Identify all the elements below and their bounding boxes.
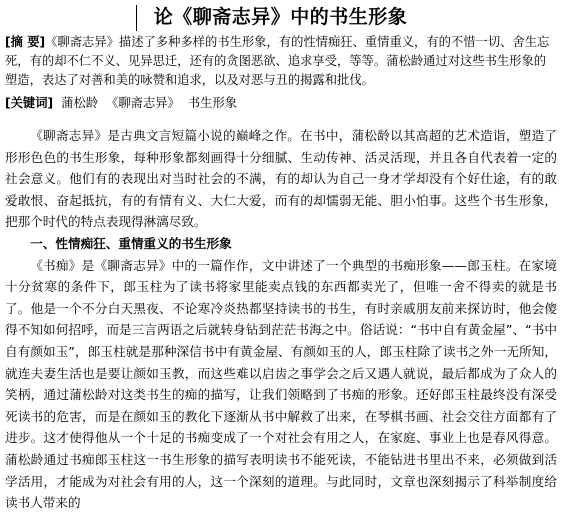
abstract-paragraph <box>5 33 555 90</box>
keyword: 蒲松龄 <box>61 96 99 110</box>
section-heading: 一、性情痴狂、重情重义的书生形象 <box>30 235 232 251</box>
keywords-label: [关键词] <box>5 96 54 110</box>
article-body <box>5 125 557 514</box>
abstract-label: [摘 要] <box>5 35 46 49</box>
keyword: 书生形象 <box>187 96 238 110</box>
section-paragraph: 《书痴》是《聊斋志异》中的一篇作作，文中讲述了一个典型的书痴形象——郎玉柱。在家境十分贫寒的条件下，郎玉柱为了读书将家里能卖点钱的东西都卖光了，但唯一舍不得卖的就是书了。他是一个不分白天黑夜、不论寒冷炎热都坚持读书的书生，有时亲戚朋友前来探访时，他会傻得不知如何招呼，而是三言两语之后就转身钻到茫茫书海之中。俗话说：“书中自有黄金屋”、“书中自有颜如玉”，郎玉柱就是那种深信书中有黄金屋、有颜如玉的人，郎玉柱除了读书之外一无所知，就连夫妻生活也是要让颜如玉教，而这些难以启齿之事学会之后又遇人就说，最后都成为了众人的笑柄，通过蒲松龄对这类书生的痴的描写，让我们领略到了书痴的形象。还好郎玉柱最终没有深受死读书的危害，而是在颜如玉的教化下逐渐从书中解救了出来，在琴棋书画、社会交往方面都有了进步。这才使得他从一个十足的书痴变成了一个对社会有用之人，在家庭、事业上也是春风得意。蒲松龄通过书痴郎玉柱这一书生形象的描写表明读书不能死读，不能钻进书里出不来，必须做到活学活用，才能成为对社会有用的人，这一个深刻的道理。与此同时，文章也深刻揭示了科举制度给读书人带来的 <box>5 257 557 511</box>
keywords-line <box>5 94 555 113</box>
article-title: 论《聊斋志异》中的书生形象 <box>153 6 408 28</box>
abstract-text: 《聊斋志异》描述了多种多样的书生形象，有的性情痴狂、重情重义，有的不惜一切、舍生忘死，有的却不仁不义、见异思迁，还有的贪图恶欲、追求享受，等等。蒲松龄通过对这些书生形象的塑造，表达了对善和美的咏赞和追求，以及对恶与丑的揭露和批伐。 <box>5 35 550 87</box>
intro-paragraph: 《聊斋志异》是古典文言短篇小说的巅峰之作。在书中，蒲松龄以其高超的艺术造诣，塑造了形形色色的书生形象，每种形象都刻画得十分细腻、生动传神、活灵活现，并且各自代表着一定的社会意义。他们有的表现出对当时社会的不满，有的却认为自己一身才学却没有个好仕途，有的敢爱敢恨、奋起抵抗，有的有情有义、大仁大爱，而有的却懦弱无能、胆小怕事。这些个书生形象，把那个时代的特点表现得淋漓尽致。 <box>5 128 557 230</box>
abstract <box>5 33 555 90</box>
keyword: 《聊斋志异》 <box>106 96 180 110</box>
